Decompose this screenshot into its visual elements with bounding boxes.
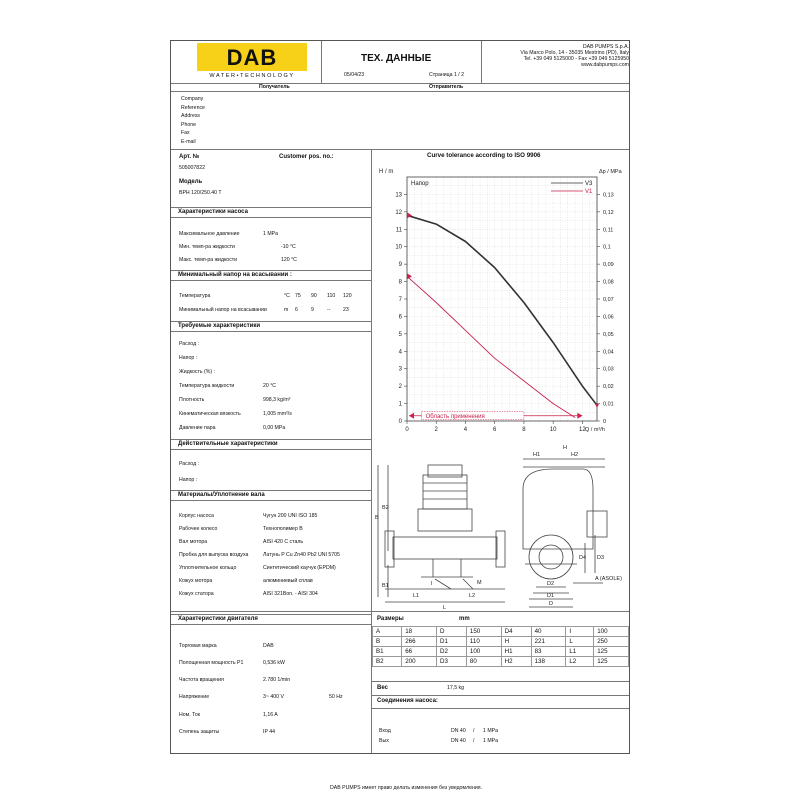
viscosity-value: 1,005 mm²/s	[263, 411, 292, 417]
dim-label-h1: H1	[533, 452, 541, 458]
dimension-code: D1	[436, 637, 466, 647]
y-tick-label: 0	[398, 419, 402, 425]
front-flange	[529, 535, 573, 579]
dimension-value: 83	[531, 647, 566, 657]
dimension-value: 150	[466, 627, 501, 637]
y2-tick-label: 0,04	[603, 349, 614, 356]
y2-tick-label: 0,05	[603, 331, 614, 338]
dimension-code: B2	[373, 657, 402, 667]
party-fields: Company Reference Address Phone Fax E-mail	[181, 96, 205, 145]
dim-label-i: I	[431, 581, 433, 587]
model-value: BPH 120/250.40 T	[179, 190, 222, 196]
pump-dimension-drawing	[373, 439, 629, 611]
density-value: 998,3 kg/m³	[263, 397, 291, 403]
motor-housing	[423, 475, 467, 509]
max-pressure-label: Максимальное давление	[179, 231, 240, 237]
weight-label: Вес	[377, 685, 388, 691]
max-temp-value: 120 °C	[281, 257, 297, 263]
min-temp-label: Мин. темп-ра жидкости	[179, 244, 235, 250]
dimension-code: D4	[501, 627, 531, 637]
dim-label-b2: B2	[382, 505, 389, 511]
x-axis-label: Q / m³/h	[585, 427, 605, 433]
page-number: Страница 1 / 2	[429, 72, 465, 78]
dimension-code: L	[566, 637, 594, 647]
temperature-label: Температура	[179, 293, 211, 299]
document-title: ТЕХ. ДАННЫЕ	[361, 53, 432, 64]
dimension-value: 200	[402, 657, 437, 667]
y-tick-label: 8	[398, 279, 402, 286]
dimension-row	[373, 627, 629, 637]
y2-tick-label: 0,02	[603, 384, 614, 391]
dimensions-unit: mm	[459, 616, 470, 622]
dimension-row	[373, 657, 629, 667]
application-range-arrow-right	[577, 413, 582, 419]
application-range-label: Область применения	[425, 413, 485, 420]
article-number-label: Арт. №	[179, 154, 200, 160]
min-suction-head-label: Минимальный напор на всасывании	[179, 307, 267, 313]
motor-characteristics-header: Характеристики двигателя	[171, 614, 371, 625]
pump-housing	[393, 537, 497, 559]
min-temp-value: -10 °C	[281, 244, 296, 250]
model-label: Модель	[179, 179, 203, 185]
y2-tick-label: 0,1	[603, 244, 611, 251]
dim-label-h2: H2	[571, 452, 579, 458]
dim-label-d3: D3	[597, 555, 605, 561]
dimension-code: D3	[436, 657, 466, 667]
y-axis-label: H / m	[379, 169, 394, 175]
x-tick-label: 8	[522, 427, 526, 433]
actual-characteristics-header: Действительные характеристики	[171, 439, 371, 450]
datasheet-page: DAB WATER•TECHNOLOGY ТЕХ. ДАННЫЕ 05/04/23 Страница 1 / 2 DAB PUMPS S.p.A. Via Marco Polo, 14 - 35035 Mestrino (PD), Italy Tel. +39 049 5125000 - Fax +39 049 5125950 www.dabpumps.com Получатель Отправитель Company Reference Address Phone Fax E-mail Арт. № Customer pos. no.: 505007822 Модель BPH 120/250.40 T Характеристики насоса Максимальное давление 1 MPa Мин. темп-ра жидкости -10 °C Макс. темп-ра жидкости 120 °C Минимальный напор на всасывании : Температура °C 75 90 110 120 Минимальный напор на всасывании m 6 9 -- 23 Требуемые характеристики Расход : Напор : Жидкость (%) : Температура жидкости 20 °C Плотность 998,3 kg/m³ Кинематическая вязкость 1,005 mm²/s Давление пара 0,00 MPa Действительные характеристики Расход : Напор : Материалы/Уплотнение вала Корпус насоса Чугун 200 UNI ISO 185 Рабочее колесо Технополимер B Вал мотора AISI 420 C сталь Пробка для выпуска воздуха Латунь P Cu Zn40 Pb2 UNI 5705 Уплотнительное кольцо Синтетический каучук (EPDM) Кожух мотора алюминиевый сплав Кожух статора AISI 321Bon. - AISI 304 Характеристики двигателя Торговая марка DAB Полощенная мощность P1 0,536 kW Частота вращения 2.780 1/min Напряжение 3~ 400 V 50 Hz Ном. Ток 1,16 A Степень защиты IP 44 Curve tolerance according to ISO 9906 0 2 4 6 8 10 12 0 1 2 3 4 5 6 7 8 9 10 11 12 13 0 0,01 0,02 0,03 0,04 0,05 0,06 0,07 0,08 0,09 0,1 0,11 0,12 0,13 H / m Δp / MPa Q / m³/h Напор V3 V1 Область применения H H1 H2 B B2 B1 I M L1 L2 L D2 D1 D D3 D4 A (ASOLE) Размеры mm A 18 D 150 D4 40 I 100 B 266 D1 110 H 221 L 250 B1 66 D2 100 H1 83 L1 125 B2 200 D3 80 H2 138 L2 125 Вес 17,5 kg Соединения насоса: Вход DN 40 / 1 MPa Вых DN 40 / 1 MPa	[170, 40, 630, 754]
y-tick-label: 13	[395, 192, 402, 199]
pump-characteristics-header: Характеристики насоса	[171, 207, 371, 218]
vapour-pressure-value: 0,00 MPa	[263, 425, 286, 431]
y-tick-label: 3	[398, 366, 402, 373]
max-pressure-value: 1 MPa	[263, 231, 278, 237]
dimension-value: 40	[531, 627, 566, 637]
terminal-box	[587, 511, 607, 537]
dimension-code: H1	[501, 647, 531, 657]
dimensions-table	[372, 626, 629, 667]
y-tick-label: 10	[395, 244, 402, 251]
curve-v1	[407, 276, 575, 417]
dimension-code: B	[373, 637, 402, 647]
company-address: DAB PUMPS S.p.A. Via Marco Polo, 14 - 35035 Mestrino (PD), Italy Tel. +39 049 5125000 - Fax +39 049 5125950 www.dabpumps.com	[520, 44, 629, 68]
motor-front-outline	[523, 469, 593, 549]
dimension-code: D	[436, 627, 466, 637]
weight-value: 17,5 kg	[447, 685, 465, 691]
dimensions-title: Размеры	[377, 616, 404, 622]
y2-tick-label: 0,12	[603, 209, 614, 216]
y-tick-label: 6	[398, 314, 402, 321]
curve-start-marker	[407, 212, 412, 218]
pump-curve-chart	[371, 159, 629, 439]
dim-label-l1: L1	[413, 593, 420, 599]
dimension-value: 125	[594, 647, 629, 657]
dim-label-l2: L2	[469, 593, 476, 599]
sender-label: Отправитель	[429, 84, 464, 90]
dimension-code: I	[566, 627, 594, 637]
dimension-value: 266	[402, 637, 437, 647]
dim-label-l: L	[443, 605, 447, 611]
dimension-code: A	[373, 627, 402, 637]
required-characteristics-header: Требуемые характеристики	[171, 321, 371, 332]
legend-label-v1: V1	[585, 189, 593, 195]
dim-label-d1: D1	[547, 593, 555, 599]
dimension-value: 80	[466, 657, 501, 667]
article-number-value: 505007822	[179, 165, 205, 171]
dimension-code: H	[501, 637, 531, 647]
y2-tick-label: 0,07	[603, 297, 614, 303]
dimension-value: 125	[594, 657, 629, 667]
x-tick-label: 0	[405, 427, 409, 433]
dimension-code: D2	[436, 647, 466, 657]
dab-logo	[197, 43, 307, 81]
document-date: 05/04/23	[344, 72, 365, 78]
suction-head-header: Минимальный напор на всасывании :	[171, 270, 371, 281]
y2-tick-label: 0	[603, 419, 607, 425]
dimension-row	[373, 647, 629, 657]
y2-axis-label: Δp / MPa	[599, 169, 622, 175]
y-tick-label: 5	[398, 331, 402, 338]
y-tick-label: 1	[398, 401, 402, 408]
dimension-code: L2	[566, 657, 594, 667]
dimension-value: 138	[531, 657, 566, 667]
y2-tick-label: 0,01	[603, 401, 614, 408]
dimension-value: 110	[466, 637, 501, 647]
dimension-value: 18	[402, 627, 437, 637]
dimension-code: B1	[373, 647, 402, 657]
y2-tick-label: 0,09	[603, 262, 614, 269]
y-tick-label: 2	[398, 384, 402, 391]
dim-label-d: D	[549, 601, 553, 607]
application-range-arrow-left	[409, 413, 414, 419]
pump-body	[418, 509, 472, 531]
q-max-marker	[595, 404, 599, 408]
x-tick-label: 10	[549, 427, 557, 433]
y-tick-label: 9	[398, 262, 402, 269]
dimension-value: 100	[594, 627, 629, 637]
dimension-code: L1	[566, 647, 594, 657]
y2-tick-label: 0,13	[603, 192, 614, 199]
dim-label-a: A (ASOLE)	[595, 576, 622, 582]
chart-title: Curve tolerance according to ISO 9906	[427, 152, 541, 159]
y-tick-label: 11	[395, 227, 402, 234]
max-temp-label: Макс. темп-ра жидкости	[179, 257, 238, 263]
logo-text: DAB	[226, 45, 278, 70]
dim-label-m: M	[477, 580, 482, 586]
materials-header: Материалы/Уплотнение вала	[171, 490, 371, 501]
y2-tick-label: 0,03	[603, 366, 614, 373]
legend-label-v3: V3	[585, 181, 593, 187]
dimension-value: 221	[531, 637, 566, 647]
y-tick-label: 4	[398, 349, 402, 356]
x-tick-label: 4	[463, 427, 468, 433]
fluid-temperature-value: 20 °C	[263, 383, 277, 389]
y2-tick-label: 0,11	[603, 227, 614, 234]
head-label: Напор	[411, 181, 429, 187]
connections-title: Соединения насоса:	[377, 698, 438, 704]
y-tick-label: 7	[398, 297, 402, 303]
dimension-value: 250	[594, 637, 629, 647]
footer-disclaimer: DAB PUMPS имеет право делать изменения без уведомления.	[330, 785, 482, 791]
x-tick-label: 2	[434, 427, 438, 433]
dim-label-b: B	[375, 515, 379, 521]
customer-pos-label: Customer pos. no.:	[279, 154, 334, 160]
dim-label-h: H	[563, 445, 567, 451]
dimension-code: H2	[501, 657, 531, 667]
dim-label-d2: D2	[547, 581, 555, 587]
dimension-value: 100	[466, 647, 501, 657]
dim-label-d4: D4	[579, 555, 587, 561]
dim-label-b1: B1	[382, 583, 389, 589]
logo-subtitle: WATER•TECHNOLOGY	[209, 73, 295, 79]
x-tick-label: 12	[579, 427, 586, 433]
dimension-value: 66	[402, 647, 437, 657]
y-tick-label: 12	[395, 209, 402, 216]
y2-tick-label: 0,06	[603, 314, 614, 321]
x-tick-label: 6	[493, 427, 497, 433]
y2-tick-label: 0,08	[603, 279, 614, 286]
recipient-label: Получатель	[259, 84, 290, 90]
dimension-row	[373, 637, 629, 647]
